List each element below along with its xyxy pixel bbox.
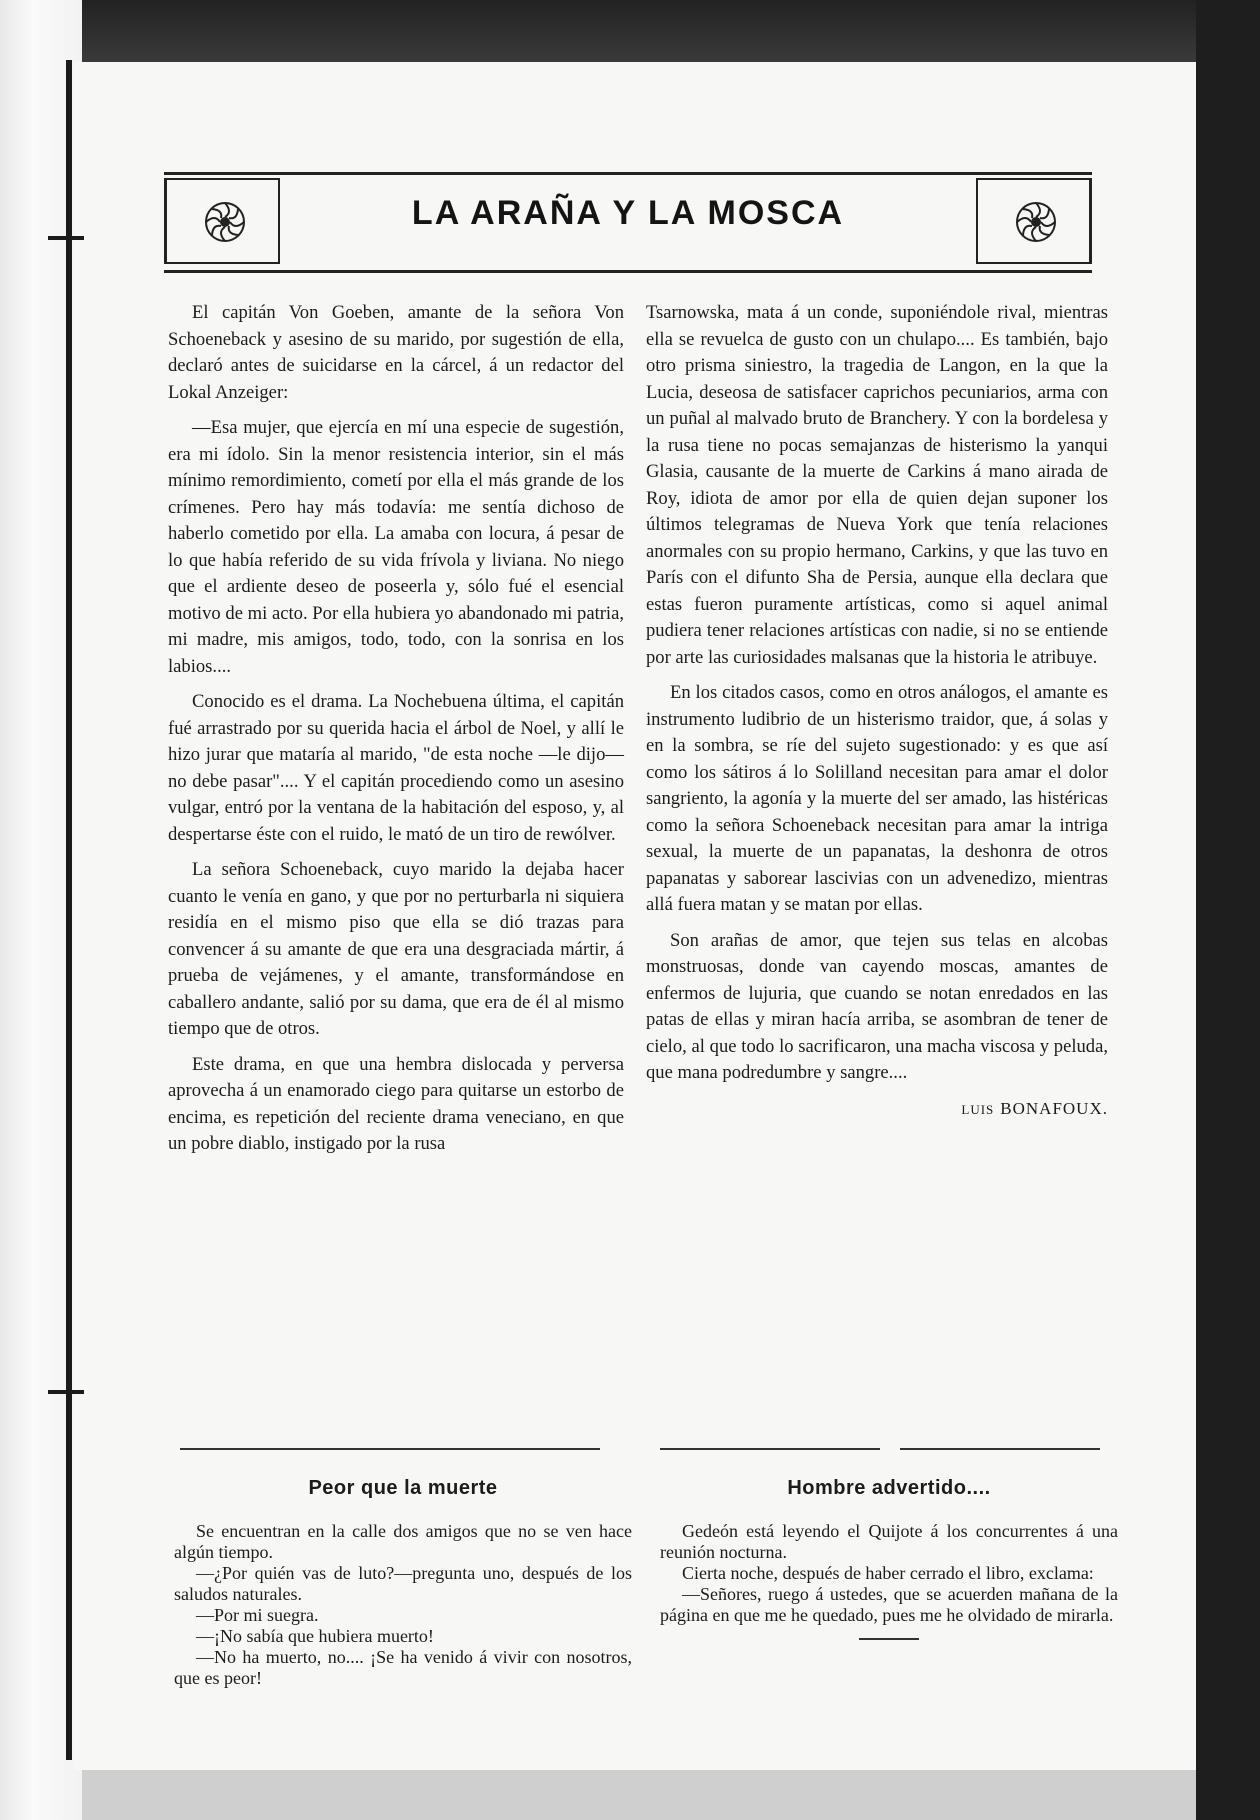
article-paragraph: En los citados casos, como en otros análogos, el amante es instrumento ludibrio de un histerismo traidor, que, á solas y en la sombra, se ríe del sujeto sugestionado: y es que así como los sátiros á lo Solilland necesitan para amar el dolor sangriento, la agonía y la muerte del ser amado, las histéricas como la señora Schoeneback necesitan para amar la intriga sexual, la muerte de un papanatas, la deshonra de otros papanatas y saborear lascivias con un advenedizo, mientras allá fuera matan y se matan por ellas. <box>646 682 1108 915</box>
anecdote-left <box>174 1478 632 1689</box>
anecdote-line: —No ha muerto, no.... ¡Se ha venido á vivir con nosotros, que es peor! <box>174 1647 632 1688</box>
header-ornament-box-right <box>976 178 1092 264</box>
anecdote-right <box>660 1478 1118 1640</box>
article-paragraph: La señora Schoeneback, cuyo marido la dejaba hacer cuanto le venía en gano, y que por no perturbarla ni siquiera residía en el mismo piso que ella se dió trazas para convencer á su amante de que era una desgraciada mártir, á prueba de vejámenes, y el amante, transformándose en caballero andante, salió por su dama, que era de él al mismo tiempo que de otros. <box>168 859 624 1039</box>
anecdote-line: Se encuentran en la calle dos amigos que no se ven hace algún tiempo. <box>174 1521 632 1562</box>
scan-top-shadow <box>82 0 1196 62</box>
header-rule-top <box>164 172 1092 175</box>
signature-surname: BONAFOUX. <box>1000 1098 1108 1118</box>
header-rule-bottom <box>164 270 1092 273</box>
article-paragraph: Este drama, en que una hembra dislocada y perversa aprovecha á un enamorado ciego para quitarse un estorbo de encima, es repetición del reciente drama veneciano, en que un pobre diablo, instigado por la rusa <box>168 1053 624 1154</box>
end-rule <box>859 1638 919 1640</box>
rosette-ornament-icon <box>203 200 247 244</box>
binding-stitch <box>48 236 84 240</box>
section-divider <box>900 1448 1100 1450</box>
article-column-right <box>646 300 1108 1132</box>
anecdote-line: —Señores, ruego á ustedes, que se acuerden mañana de la página en que me he quedado, pues me he olvidado de mirarla. <box>660 1584 1118 1625</box>
anecdote-line: Cierta noche, después de haber cerrado el libro, exclama: <box>682 1563 1094 1583</box>
scan-right-shadow <box>1196 0 1260 1820</box>
section-divider <box>180 1448 600 1450</box>
article-header <box>164 172 1092 272</box>
header-ornament-box-left <box>164 178 280 264</box>
anecdote-line: Gedeón está leyendo el Quijote á los concurrentes á una reunión nocturna. <box>660 1521 1118 1562</box>
rosette-ornament-icon <box>1014 200 1058 244</box>
article-paragraph: Son arañas de amor, que tejen sus telas en alcobas monstruosas, donde van cayendo moscas, amantes de enfermos de lujuria, que cuando se notan enredados en las patas de ellas y miran hacía arriba, se asombran de tener de cielo, al que todo lo sacrificaron, una macha viscosa y peluda, que mana podredumbre y sangre.... <box>646 929 1108 1083</box>
binding-stitch <box>48 1390 84 1394</box>
section-divider <box>660 1448 880 1450</box>
article-paragraph: —Esa mujer, que ejercía en mí una especie de sugestión, era mi ídolo. Sin la menor resistencia interior, sin el más mínimo remordimiento, cometí por ella el más grande de los crímenes. Pero hay más todavía: me sentía dichoso de haberlo cometido por ella. La amaba con locura, á pesar de lo que había referido de su vida frívola y liviana. No niego que el ardiente deseo de poseerla y, sólo fué el esencial motivo de mi acto. Por ella hubiera yo abandonado mi patria, mi madre, mis amigos, todo, todo, con la sonrisa en los labios.... <box>168 417 624 677</box>
page-binding <box>66 60 72 1760</box>
article-paragraph: El capitán Von Goeben, amante de la señora Von Schoeneback y asesino de su marido, por sugestión de ella, declaró antes de suicidarse en la cárcel, á un redactor del Lokal Anzeiger: <box>168 302 624 403</box>
anecdote-line: —Por mi suegra. <box>196 1605 319 1625</box>
article-paragraph: Tsarnowska, mata á un conde, suponiéndole rival, mientras ella se revuelca de gusto con un chulapo.... Es también, bajo otro prisma siniestro, la tragedia de Langon, en la que la Lucia, deseosa de satisfacer caprichos pecuniarios, arma con un puñal al malvado bruto de Branchery. Y con la bordelesa y la rusa tiene no pocas semajanzas de histerismo la yanqui Glasia, causante de la muerte de Carkins á mano airada de Roy, idiota de amor por ella de quien dejan suponer los últimos telegramas de Nueva York que tenía relaciones anormales con su propio hermano, Carkins, y que las tuvo en París con el difunto Sha de Persia, aunque ella declara que estas fueron puramente artísticas, como si aquel animal pudiera tener relaciones artísticas con nadie, si no se entiende por arte las curiosidades malsanas que la historia le atribuye. <box>646 302 1108 668</box>
article-column-left <box>168 300 624 1167</box>
anecdote-title: Hombre advertido.... <box>787 1477 991 1499</box>
article-title: LA ARAÑA Y LA MOSCA <box>411 194 845 232</box>
author-signature <box>646 1096 1108 1124</box>
scan-bottom-edge <box>82 1770 1196 1820</box>
article-paragraph: Conocido es el drama. La Nochebuena última, el capitán fué arrastrado por su querida hacia el árbol de Noel, y allí le hizo jurar que mataría al marido, "de esta noche —le dijo— no debe pasar".... Y el capitán procediendo como un asesino vulgar, entró por la ventana de la habitación del esposo, y, al despertarse éste con el ruido, le mató de un tiro de rewólver. <box>168 691 624 845</box>
signature-first-name: LUIS <box>961 1101 995 1117</box>
anecdote-line: —¡No sabía que hubiera muerto! <box>196 1626 434 1646</box>
anecdote-line: —¿Por quién vas de luto?—pregunta uno, después de los saludos naturales. <box>174 1563 632 1604</box>
anecdote-title: Peor que la muerte <box>308 1477 498 1499</box>
